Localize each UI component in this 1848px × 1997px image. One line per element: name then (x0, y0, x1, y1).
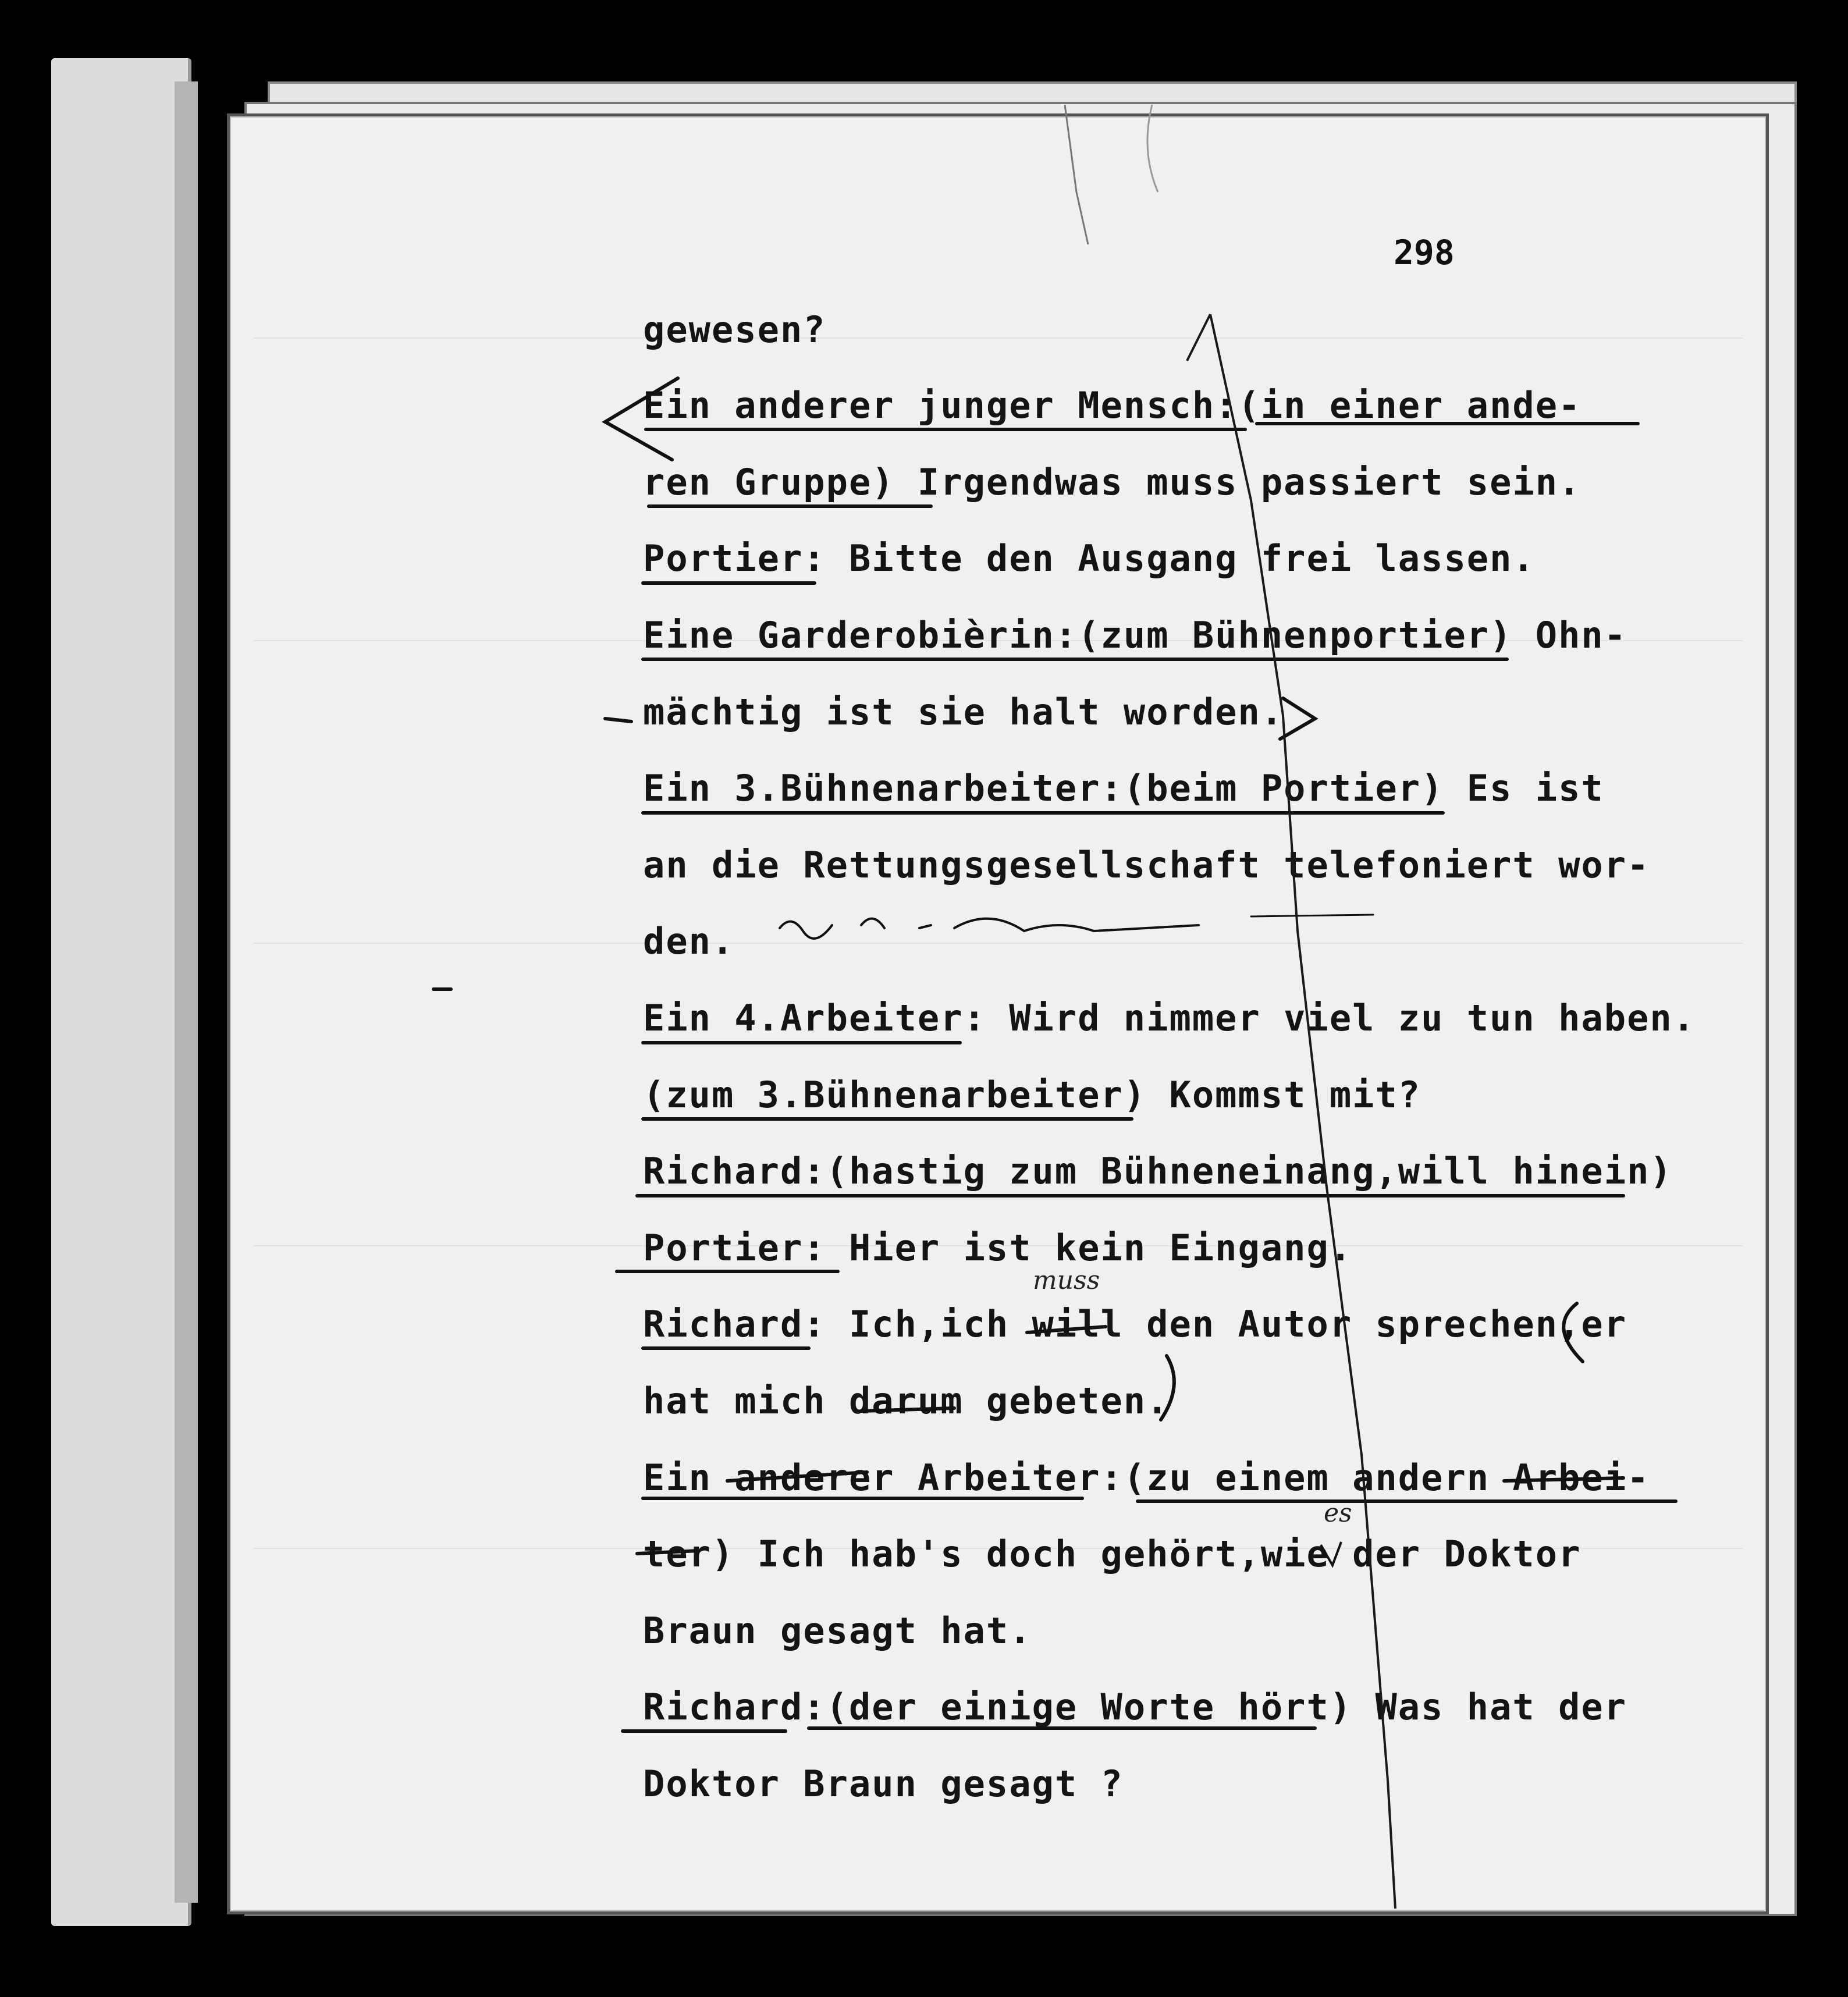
text-line: Ein anderer junger Mensch:(in einer ande- (643, 384, 1582, 427)
right-bracket-mark (1280, 698, 1315, 739)
left-bracket-mark (1563, 1303, 1583, 1362)
strikethrough (1504, 1478, 1623, 1481)
text-line: hat mich darum gebeten. (643, 1380, 1170, 1422)
strikethrough (727, 1472, 867, 1481)
pencil-line (1251, 915, 1373, 916)
strikethrough (1027, 1327, 1106, 1332)
text-line: ren Gruppe) Irgendwas muss passiert sein. (643, 461, 1582, 503)
right-paren-mark (1161, 1356, 1174, 1420)
text-line: mächtig ist sie halt worden. (643, 691, 1284, 733)
text-line: Ein anderer Arbeiter:(zu einem andern Arbei- (643, 1456, 1650, 1499)
text-line: den. (643, 920, 735, 962)
text-line: Portier: Bitte den Ausgang frei lassen. (643, 537, 1536, 580)
paper-crease (1065, 105, 1088, 244)
text-line: Portier: Hier ist kein Eingang. (643, 1227, 1353, 1269)
page-number: 298 (1394, 233, 1455, 272)
pencil-vertical-line (1210, 314, 1395, 1909)
text-line: Ein 4.Arbeiter: Wird nimmer viel zu tun haben. (643, 997, 1696, 1039)
text-line: gewesen? (643, 308, 826, 351)
text-line: Richard: Ich,ich will den Autor sprechen,er (643, 1303, 1627, 1345)
strikethrough (861, 1408, 954, 1411)
text-line: Ein 3.Bühnenarbeiter:(beim Portier) Es ist (643, 767, 1604, 809)
text-line: Richard:(der einige Worte hört) Was hat der (643, 1686, 1627, 1728)
strikethrough (637, 1551, 698, 1554)
handwritten-insertion-muss: muss (1033, 1266, 1100, 1295)
paper-crease (1147, 105, 1158, 192)
text-line: Braun gesagt hat. (643, 1609, 1032, 1652)
text-line: (zum 3.Bühnenarbeiter) Kommst mit? (643, 1074, 1421, 1116)
margin-dash-mark (605, 719, 631, 722)
handwritten-insertion-es: es (1324, 1498, 1352, 1528)
insertion-caret (1321, 1542, 1341, 1565)
pencil-scribble (780, 919, 1199, 939)
text-line: Richard:(hastig zum Bühneneinang,will hinein) (643, 1150, 1673, 1192)
text-line: Eine Garderobièrin:(zum Bühnenportier) Ohn- (643, 614, 1627, 656)
text-line: an die Rettungsgesellschaft telefoniert wor- (643, 844, 1650, 886)
text-line: ter) Ich hab's doch gehört,wie der Doktor (643, 1533, 1582, 1575)
pencil-vertical-line-hook (1187, 314, 1210, 361)
text-line: Doktor Braun gesagt ? (643, 1763, 1124, 1805)
left-bracket-mark (605, 378, 678, 460)
